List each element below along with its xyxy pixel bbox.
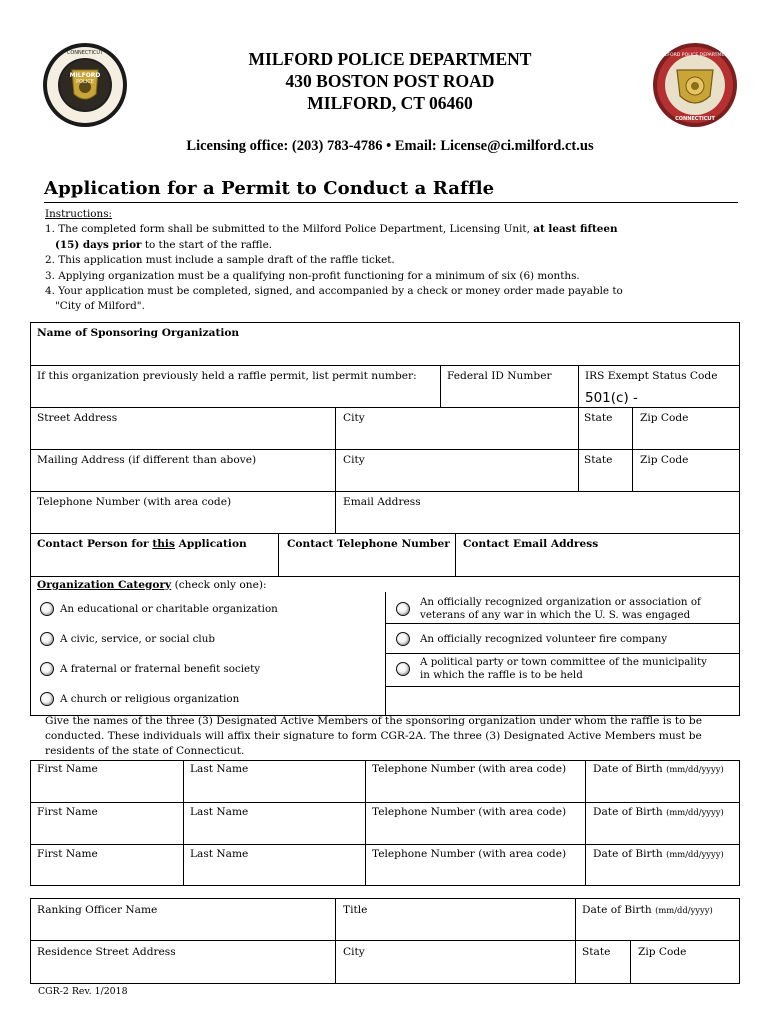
- form-revision-footer: CGR-2 Rev. 1/2018: [38, 986, 128, 997]
- member-2-first-name-label: First Name: [37, 806, 98, 818]
- option-volunteer-fire-company: An officially recognized volunteer fire company: [420, 633, 668, 645]
- row-divider: [30, 533, 740, 534]
- row-divider: [30, 491, 740, 492]
- designated-members-table: [30, 760, 740, 886]
- instruction-item-4: 4. Your application must be completed, signed, and accompanied by a check or money order made payable to: [45, 285, 623, 298]
- col-divider: [385, 592, 386, 716]
- form-title: Application for a Permit to Conduct a Raffle: [44, 178, 495, 199]
- ranking-officer-dob-label: [582, 904, 713, 917]
- col-divider: [578, 407, 579, 491]
- department-city: MILFORD, CT 06460: [307, 93, 473, 113]
- irs-status-value[interactable]: 501(c) -: [585, 390, 638, 406]
- member-3-dob-text: Date of Birth: [593, 848, 663, 860]
- col-divider: [455, 533, 456, 576]
- instruction-1-bold-cont: (15) days prior: [55, 238, 142, 251]
- sponsoring-org-name-label: Name of Sponsoring Organization: [37, 327, 240, 339]
- instruction-item-4-cont: "City of Milford".: [55, 300, 145, 313]
- col-divider: [335, 407, 336, 533]
- member-1-last-name-label: Last Name: [190, 763, 249, 775]
- member-2-dob-label: [593, 806, 724, 819]
- col-divider: [440, 365, 441, 407]
- city-label: City: [343, 412, 365, 424]
- residence-state-label: State: [582, 946, 611, 958]
- instruction-1-text: 1. The completed form shall be submitted to the Milford Police Department, Licensing Unit,: [45, 223, 530, 236]
- radio-veterans-organization[interactable]: [396, 602, 410, 616]
- mailing-zip-label: Zip Code: [640, 454, 689, 466]
- logo-right-text-top: MILFORD POLICE DEPARTMENT: [659, 53, 731, 58]
- residence-city-label: City: [343, 946, 365, 958]
- residence-street-label: Residence Street Address: [37, 946, 176, 958]
- logo-left-text-milford: MILFORD: [69, 72, 101, 79]
- contact-person-label-a: Contact Person for: [37, 538, 149, 550]
- option-fraternal-society: A fraternal or fraternal benefit society: [60, 663, 261, 675]
- instruction-1-text-cont: to the start of the raffle.: [144, 238, 273, 251]
- department-name: MILFORD POLICE DEPARTMENT: [248, 49, 532, 69]
- member-1-dob-text: Date of Birth: [593, 763, 663, 775]
- option-political-party: A political party or town committee of the municipality in which the raffle is to be held: [420, 656, 707, 681]
- radio-volunteer-fire-company[interactable]: [396, 632, 410, 646]
- police-seal-right-logo: [652, 42, 738, 128]
- row-divider: [30, 844, 740, 845]
- member-2-dob-format: (mm/dd/yyyy): [666, 807, 724, 817]
- mailing-address-label: Mailing Address (if different than above): [37, 454, 257, 466]
- radio-educational-charitable[interactable]: [40, 602, 54, 616]
- state-label: State: [584, 412, 613, 424]
- designated-members-intro: Give the names of the three (3) Designated Active Members of the sponsoring organization under whom the raffle is to be conducted. These individuals will affix their signature to form CGR-2A. The three (3) Designated Active Members must be residents of the state of Connecticut.: [45, 715, 702, 758]
- col-divider: [632, 407, 633, 491]
- instruction-1-bold: at least fifteen: [533, 223, 618, 236]
- department-street: 430 BOSTON POST ROAD: [285, 71, 495, 91]
- logo-left-text-top: CONNECTICUT: [66, 50, 104, 56]
- member-3-dob-format: (mm/dd/yyyy): [666, 849, 724, 859]
- option-educational-charitable: An educational or charitable organization: [60, 603, 278, 615]
- instruction-item-1: [45, 222, 745, 237]
- contact-telephone-label: Contact Telephone Number: [287, 538, 450, 550]
- row-divider: [30, 576, 740, 577]
- col-divider: [575, 898, 576, 984]
- logo-right-text-bottom: CONNECTICUT: [675, 116, 715, 122]
- col-divider: [278, 533, 279, 576]
- federal-id-label: Federal ID Number: [447, 370, 552, 382]
- member-2-last-name-label: Last Name: [190, 806, 249, 818]
- col-divider: [365, 760, 366, 886]
- contact-person-label-b: Application: [178, 538, 247, 550]
- org-email-label: Email Address: [343, 496, 421, 508]
- contact-email-label: Contact Email Address: [463, 538, 599, 550]
- instruction-item-2: 2. This application must include a sample draft of the raffle ticket.: [45, 254, 395, 267]
- option-veterans-organization: An officially recognized organization or association of veterans of any war in which the U. S. was engaged: [420, 596, 701, 621]
- title-underline: [44, 202, 738, 203]
- col-divider: [183, 760, 184, 886]
- instructions-block: [45, 207, 745, 315]
- row-divider: [385, 653, 740, 654]
- mailing-state-label: State: [584, 454, 613, 466]
- member-1-dob-label: [593, 763, 724, 776]
- instructions-label: Instructions:: [45, 208, 113, 220]
- member-3-phone-label: Telephone Number (with area code): [372, 848, 567, 860]
- member-1-first-name-label: First Name: [37, 763, 98, 775]
- ranking-officer-title-label: Title: [343, 904, 368, 916]
- org-category-label: Organization Category: [37, 579, 172, 591]
- street-address-label: Street Address: [37, 412, 118, 424]
- contact-person-label: [37, 538, 247, 551]
- radio-political-party[interactable]: [396, 662, 410, 676]
- member-3-first-name-label: First Name: [37, 848, 98, 860]
- option-civic-service-club: A civic, service, or social club: [60, 633, 215, 645]
- ranking-officer-name-label: Ranking Officer Name: [37, 904, 158, 916]
- member-3-last-name-label: Last Name: [190, 848, 249, 860]
- zip-code-label: Zip Code: [640, 412, 689, 424]
- irs-status-label: IRS Exempt Status Code: [585, 370, 718, 382]
- instruction-item-1-cont: [45, 238, 745, 253]
- residence-zip-label: Zip Code: [638, 946, 687, 958]
- row-divider: [30, 407, 740, 408]
- radio-church-religious[interactable]: [40, 692, 54, 706]
- police-seal-left-logo: [42, 42, 128, 128]
- licensing-contact-line: Licensing office: (203) 783-4786 • Email: License@ci.milford.ct.us: [186, 138, 594, 154]
- col-divider: [630, 940, 631, 984]
- col-divider: [578, 365, 579, 407]
- col-divider: [335, 898, 336, 984]
- row-divider: [30, 802, 740, 803]
- member-1-dob-format: (mm/dd/yyyy): [666, 764, 724, 774]
- row-divider: [385, 623, 740, 624]
- row-divider: [385, 686, 740, 687]
- org-telephone-label: Telephone Number (with area code): [37, 496, 232, 508]
- row-divider: [30, 940, 740, 941]
- instruction-item-3: 3. Applying organization must be a qualifying non-profit functioning for a minimum of six (6) months.: [45, 269, 580, 282]
- member-2-dob-text: Date of Birth: [593, 806, 663, 818]
- option-church-religious: A church or religious organization: [60, 693, 240, 705]
- col-divider: [585, 760, 586, 886]
- contact-person-label-this: this: [152, 538, 175, 550]
- member-2-phone-label: Telephone Number (with area code): [372, 806, 567, 818]
- radio-fraternal-society[interactable]: [40, 662, 54, 676]
- radio-civic-service-club[interactable]: [40, 632, 54, 646]
- permit-number-label: If this organization previously held a raffle permit, list permit number:: [37, 370, 417, 382]
- member-1-phone-label: Telephone Number (with area code): [372, 763, 567, 775]
- row-divider: [30, 449, 740, 450]
- row-divider: [30, 365, 740, 366]
- ranking-officer-dob-format: (mm/dd/yyyy): [655, 905, 713, 915]
- org-category-hint: (check only one):: [174, 579, 267, 591]
- logo-left-text-police: POLICE: [76, 79, 94, 85]
- department-header: [130, 48, 650, 114]
- member-3-dob-label: [593, 848, 724, 861]
- org-category-heading: [37, 579, 267, 592]
- mailing-city-label: City: [343, 454, 365, 466]
- ranking-officer-dob-text: Date of Birth: [582, 904, 652, 916]
